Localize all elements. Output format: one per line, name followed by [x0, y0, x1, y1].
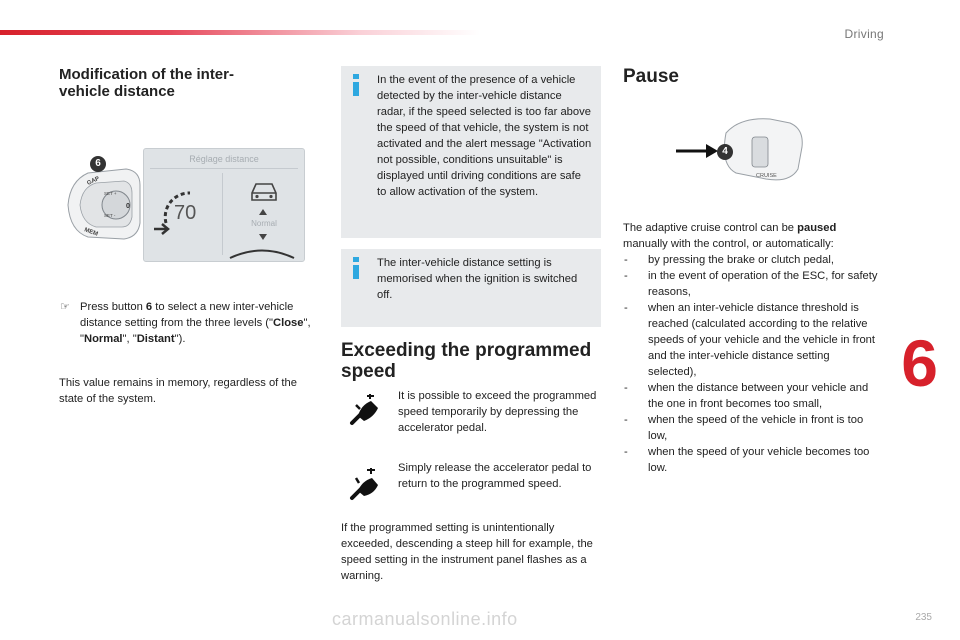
step-sep-1: ", "	[80, 317, 311, 345]
step-text-end: ").	[174, 333, 186, 345]
screen-title: Réglage distance	[189, 154, 259, 164]
page-number: 235	[915, 612, 932, 623]
list-item: - when the speed of the vehicle in front is too low,	[623, 412, 878, 444]
info-box-activation	[341, 66, 601, 238]
arrow-up-icon	[258, 208, 268, 216]
level-close: Close	[273, 317, 304, 329]
button-4-badge: 4	[717, 144, 733, 160]
button-6-badge: 6	[90, 156, 106, 172]
chapter-number: 6	[901, 326, 938, 400]
road-arc-icon	[228, 247, 296, 259]
accelerator-text: It is possible to exceed the programmed speed temporarily by depressing the accelerator pedal.	[398, 390, 597, 434]
instrument-screen	[143, 148, 305, 262]
cruise-stalk-pause-illustration	[670, 113, 806, 185]
cruise-label: CRUISE	[756, 173, 777, 179]
arrow-down-icon	[258, 233, 268, 241]
overspeed-warning-text: If the programmed setting is unintentionally exceeded, descending a steep hill for example, the speed setting in the instrument panel flashes as a warning.	[341, 522, 593, 582]
info-text-activation: In the event of the presence of a vehicle detected by the inter-vehicle distance radar, if the speed selected is too far above the speed of that vehicle, the system is not activated and the alert message "Activation not possible, conditions unsuitable" is displayed until driving conditions are safe to allow activation of the system.	[377, 74, 592, 198]
release-text: Simply release the accelerator pedal to return to the programmed speed.	[398, 462, 592, 490]
car-front-icon	[247, 179, 281, 203]
pause-intro	[623, 220, 873, 252]
accelerator-release-icon	[347, 468, 381, 502]
step-sep-2: ", "	[122, 333, 137, 345]
heading-pause: Pause	[623, 66, 679, 87]
pause-control-figure	[670, 113, 806, 185]
distance-setting-value: Normal	[251, 219, 277, 228]
level-distant: Distant	[136, 333, 175, 345]
step-text-prefix: Press button	[80, 301, 146, 313]
list-item: - when an inter-vehicle distance threshold is reached (calculated according to the relative speeds of your vehicle and the vehicle in front and the inter-vehicle distance setting selected),	[623, 300, 878, 380]
pause-intro-prefix: The adaptive cruise control can be	[623, 222, 798, 234]
pause-intro-suffix: manually with the control, or automatically:	[623, 238, 834, 250]
step-button-number: 6	[145, 301, 153, 313]
stalk-label-zero: 0	[126, 203, 130, 210]
stalk-label-mem: MEM	[83, 227, 99, 238]
header-accent-bar	[0, 30, 480, 35]
accelerator-press-icon	[347, 393, 381, 427]
pause-conditions-list	[623, 252, 878, 476]
screen-divider-vertical	[222, 173, 223, 255]
distance-setting-figure	[60, 145, 303, 260]
stalk-label-set-plus: SET +	[104, 191, 117, 196]
list-item: - in the event of operation of the ESC, for safety reasons,	[623, 268, 878, 300]
pause-intro-bold: paused	[797, 222, 837, 234]
info-icon	[350, 74, 362, 96]
info-box-memorised	[341, 249, 601, 327]
step-text-mid: to select a new inter-vehicle distance setting from the three levels ("	[80, 301, 294, 329]
stalk-label-set-minus: SET -	[104, 213, 116, 218]
heading-modification-distance: Modification of the inter-vehicle distance	[59, 66, 234, 100]
heading-exceeding-speed: Exceeding the programmed speed	[341, 340, 592, 382]
info-icon	[350, 257, 362, 279]
list-item: - by pressing the brake or clutch pedal,	[623, 252, 878, 268]
screen-divider-horizontal	[150, 168, 298, 169]
section-title: Driving	[844, 27, 884, 41]
memory-note: This value remains in memory, regardless of the state of the system.	[59, 377, 297, 405]
set-speed-value: 70	[174, 202, 197, 224]
list-item: - when the speed of your vehicle becomes too low.	[623, 444, 878, 476]
cruise-stalk-illustration	[66, 165, 142, 243]
list-item: - when the distance between your vehicle and the one in front becomes too small,	[623, 380, 878, 412]
stalk-label-gap: GAP	[86, 175, 101, 187]
info-text-memorised: The inter-vehicle distance setting is memorised when the ignition is switched off.	[377, 257, 578, 301]
step-bullet-icon: ☞	[60, 301, 71, 313]
watermark: carmanualsonline.info	[332, 609, 518, 629]
level-normal: Normal	[83, 333, 123, 345]
step-press-button-6	[60, 299, 320, 347]
